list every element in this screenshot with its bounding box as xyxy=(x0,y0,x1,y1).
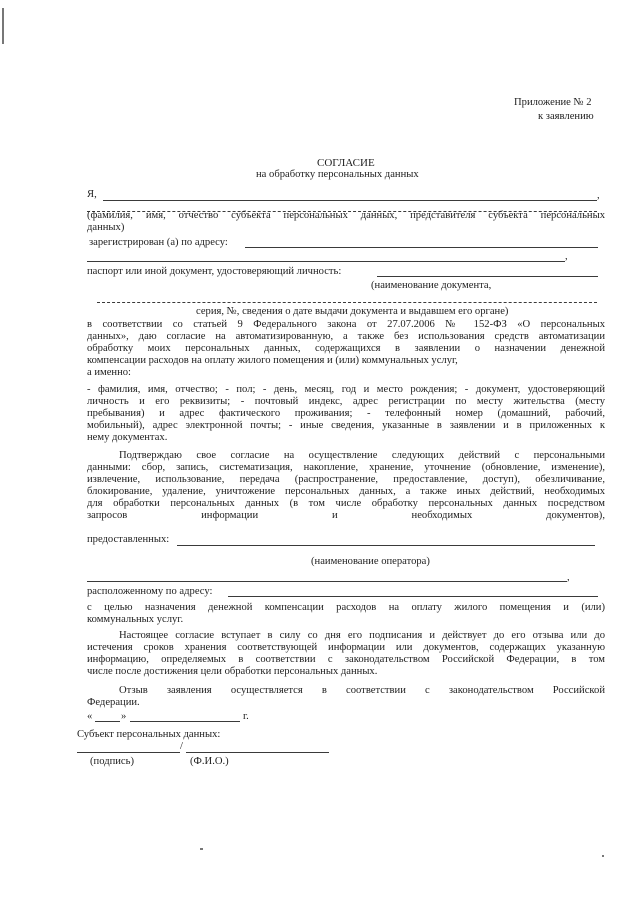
confirm-line: данными: сбор, запись, систематизация, накопление, хранение, уточнение (обновление, изменение), xyxy=(87,462,605,473)
revoke-line: Отзыв заявления осуществляется в соответствии с законодательством Российской xyxy=(119,685,605,696)
appendix-number: Приложение № 2 xyxy=(514,97,592,108)
confirm-line: блокирование, удаление, уничтожение персональных данных, а также иных действий, необходимых xyxy=(87,486,605,497)
operator-input-line-2[interactable] xyxy=(87,581,567,582)
validity-line: истечения сроков хранения соответствующей информации или документов, содержащих указанную xyxy=(87,642,605,653)
appendix-to-statement: к заявлению xyxy=(538,111,594,122)
confirm-line: для обработки персональных данных (в том числе обработку персональных данных посредством xyxy=(87,498,605,509)
date-month-year-line[interactable] xyxy=(130,721,240,722)
registered-label: зарегистрирован (а) по адресу: xyxy=(89,237,228,248)
purpose-line: с целью назначения денежной компенсации расходов на оплату жилого помещения и (или) xyxy=(87,602,605,613)
body-line: данных», даю согласие на автоматизированную, а также без использования средств автоматизации xyxy=(87,331,605,342)
passport-input-line[interactable] xyxy=(377,276,598,277)
fio-hint-cont: данных) xyxy=(87,222,125,233)
operator-line-end: , xyxy=(567,572,570,583)
fio-hint: (фамилия, имя, отчество субъекта персональных данных, представителя субъекта персональных xyxy=(87,210,605,221)
passport-label: паспорт или иной документ, удостоверяющий личность: xyxy=(87,266,342,277)
scan-artifact xyxy=(2,8,4,44)
body-line: в соответствии со статьей 9 Федерального закона от 27.07.2006 № 152-ФЗ «О персональных xyxy=(87,319,605,330)
data-list-line: - фамилия, имя, отчество; - пол; - день, месяц, год и место рождения; - документ, удостоверяющий xyxy=(87,384,605,395)
doc-series-hint: серия, №, сведения о дате выдачи документа и выдавшем его органе) xyxy=(196,306,509,317)
i-label: Я, xyxy=(87,189,97,200)
confirm-line: Подтверждаю свое согласие на осуществление следующих действий с персональными xyxy=(119,450,605,461)
document-title: СОГЛАСИЕ xyxy=(317,157,375,169)
fio-line-end: , xyxy=(597,190,600,201)
data-list-line: пребывания) и адрес фактического проживания; - телефонный номер (домашний, рабочий, xyxy=(87,408,605,419)
operator-address-label: расположенному по адресу: xyxy=(87,586,213,597)
date-quote-close: » xyxy=(121,711,127,722)
subject-label: Субъект персональных данных: xyxy=(77,729,221,740)
scan-artifact xyxy=(602,855,604,857)
body-line: обработку моих персональных данных, содержащихся в заявлении о назначении денежной xyxy=(87,343,605,354)
data-list-line: личность и его реквизиты; - почтовый индекс, адрес регистрации по месту жительства (месту xyxy=(87,396,605,407)
doc-series-input-line[interactable] xyxy=(97,302,597,303)
body-line: а именно: xyxy=(87,367,132,378)
validity-line: числе после достижения цели обработки персональных данных. xyxy=(87,666,378,677)
validity-line: информацию, определяемых в соответствии с законодательством Российской Федерации, в том xyxy=(87,654,605,665)
signature-line[interactable] xyxy=(77,752,180,753)
confirm-line: извлечение, использование, передача (распространение, предоставление, доступ), обезличивание, xyxy=(87,474,605,485)
fio-short-hint: (Ф.И.О.) xyxy=(190,756,229,767)
revoke-line: Федерации. xyxy=(87,697,140,708)
date-day-line[interactable] xyxy=(95,721,120,722)
provided-label: предоставленных: xyxy=(87,534,170,545)
sign-hint: (подпись) xyxy=(90,756,134,767)
operator-address-input-line[interactable] xyxy=(228,596,598,597)
date-year-suffix: г. xyxy=(243,711,249,722)
fio-input-line[interactable] xyxy=(103,200,597,201)
address-input-line[interactable] xyxy=(245,247,598,248)
document-subtitle: на обработку персональных данных xyxy=(256,169,419,180)
confirm-line: запросов информации и необходимых документов), xyxy=(87,510,605,521)
doc-name-hint: (наименование документа, xyxy=(371,280,492,291)
validity-line: Настоящее согласие вступает в силу со дня его подписания и действует до его отзыва или до xyxy=(119,630,605,641)
operator-hint: (наименование оператора) xyxy=(311,556,430,567)
signature-slash: / xyxy=(180,741,183,752)
data-list-line: нему документах. xyxy=(87,432,168,443)
scan-artifact xyxy=(200,848,203,850)
fio-signature-line[interactable] xyxy=(186,752,329,753)
date-quote-open: « xyxy=(87,711,93,722)
address-input-line-2[interactable] xyxy=(87,261,565,262)
purpose-line: коммунальных услуг. xyxy=(87,614,184,625)
address-line-end: , xyxy=(565,251,568,262)
data-list-line: мобильный), адрес электронной почты; - иные сведения, указанные в заявлении и в приложенных к xyxy=(87,420,605,431)
operator-input-line[interactable] xyxy=(177,545,595,546)
body-line: компенсации расходов на оплату жилого помещения и (или) коммунальных услуг, xyxy=(87,355,458,366)
